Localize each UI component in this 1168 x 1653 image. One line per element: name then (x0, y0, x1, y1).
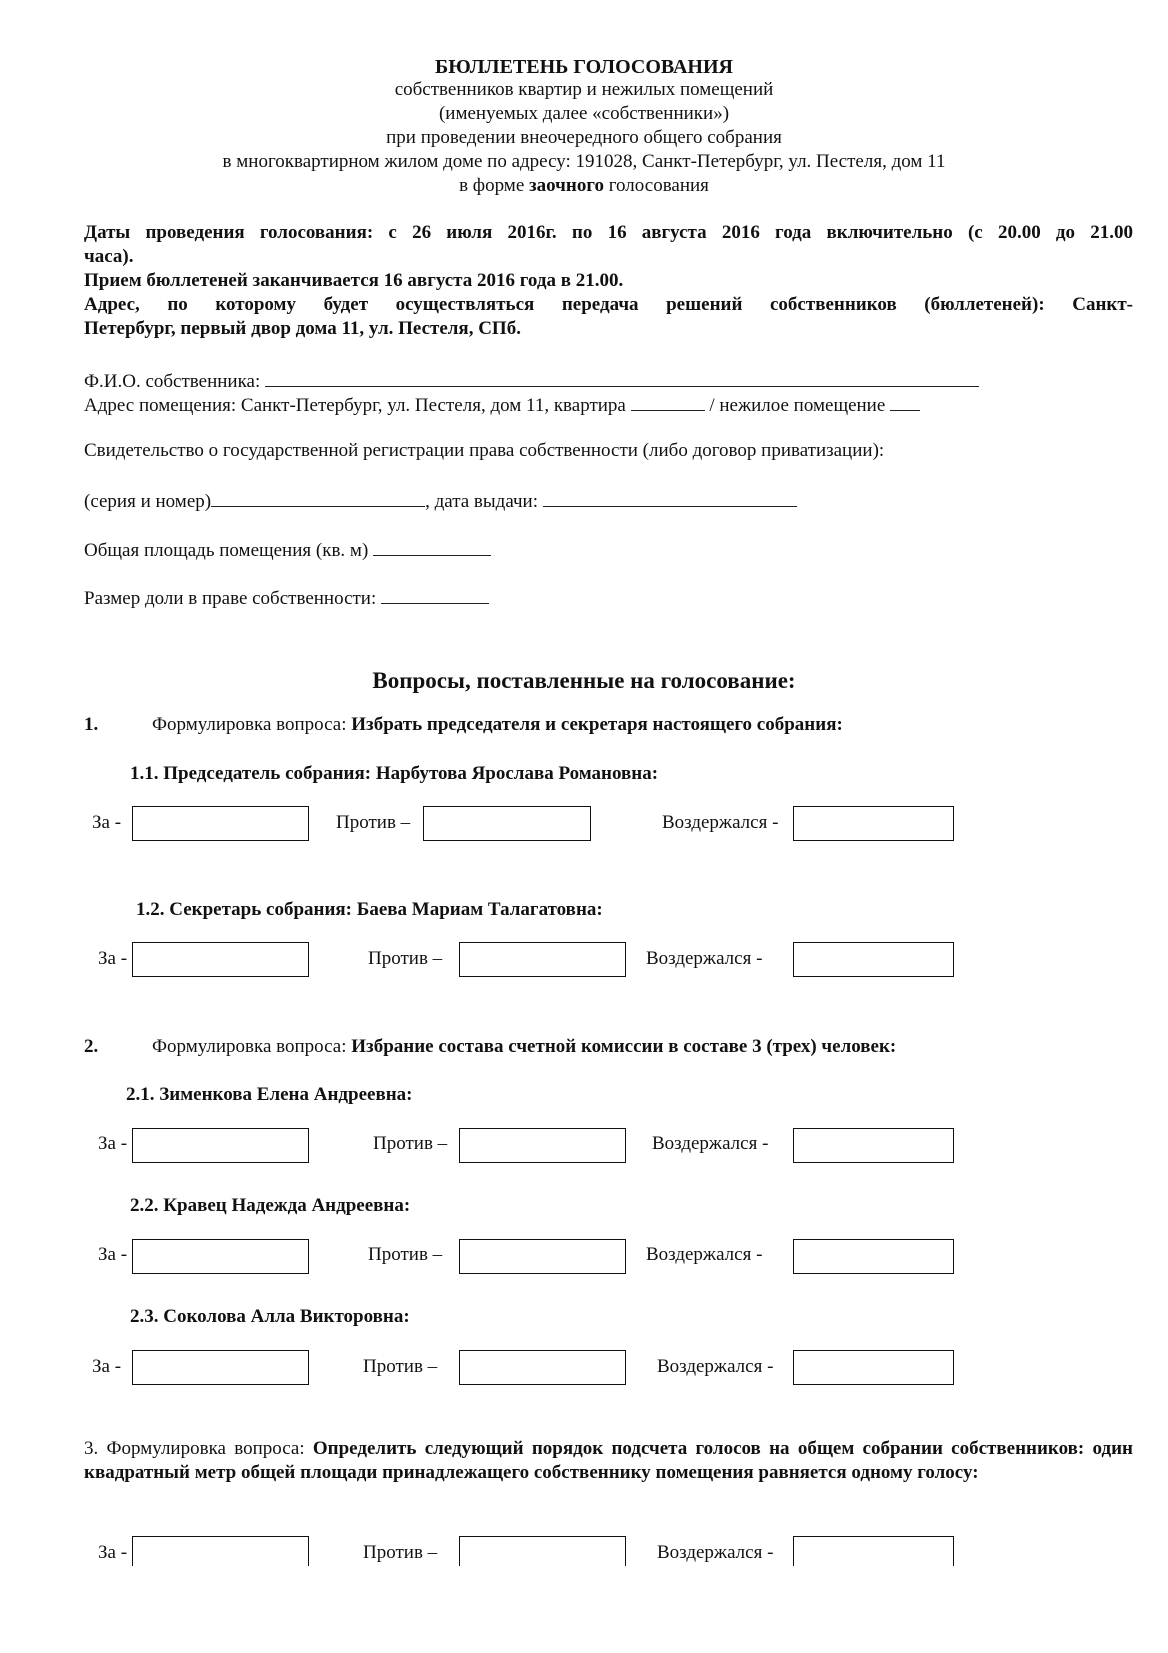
ballot-title: БЮЛЛЕТЕНЬ ГОЛОСОВАНИЯ (435, 56, 733, 78)
q3-abstain-label: Воздержался - (657, 1542, 774, 1563)
q2-1-against-box[interactable] (459, 1128, 626, 1163)
nonresidential-field[interactable] (890, 392, 920, 411)
q2-2-abstain-label: Воздержался - (646, 1244, 763, 1265)
area-field[interactable] (373, 537, 491, 556)
q2-3-abstain-label: Воздержался - (657, 1356, 774, 1377)
certificate-label: Свидетельство о государственной регистрации права собственности (либо договор приватизации): (84, 440, 885, 461)
q2-number: 2. (84, 1036, 99, 1057)
q2-3-for-box[interactable] (132, 1350, 309, 1385)
q3-prefix: 3. Формулировка вопроса: (84, 1438, 313, 1459)
header-line-5-pre: в форме (459, 175, 530, 196)
q3-against-box[interactable] (459, 1536, 626, 1566)
q3-against-label: Против – (363, 1542, 438, 1563)
q2-2-against-label: Против – (368, 1244, 443, 1265)
q1-2-for-box[interactable] (132, 942, 309, 977)
q1-text: Избрать председателя и секретаря настоящего собрания: (351, 714, 843, 735)
header-line-3: при проведении внеочередного общего собрания (386, 127, 782, 148)
owner-name-field[interactable] (265, 368, 979, 387)
q2-2-against-box[interactable] (459, 1239, 626, 1274)
q2-1-against-label: Против – (373, 1133, 448, 1154)
deadline-text: Прием бюллетеней заканчивается 16 августа 2016 года в 21.00. (84, 270, 624, 291)
nonresidential-label: / нежилое помещение (709, 395, 886, 416)
submission-address-line-1: Адрес, по которому будет осуществляться передача решений собственников (бюллетеней): Санкт- (84, 294, 1133, 315)
q3-text: Определить следующий порядок подсчета голосов на общем собрании собственников: один квадратный метр общей площади принадлежащего собственнику помещения равняется одному голосу: (84, 1438, 1133, 1483)
q2-heading (152, 1036, 896, 1058)
q2-2-for-box[interactable] (132, 1239, 309, 1274)
owner-name-label: Ф.И.О. собственника: (84, 371, 261, 392)
share-label: Размер доли в праве собственности: (84, 588, 377, 609)
owner-name-row (84, 368, 979, 393)
q2-3-for-label: За - (92, 1356, 122, 1377)
q3-abstain-box[interactable] (793, 1536, 954, 1566)
q1-1-against-box[interactable] (423, 806, 591, 841)
share-row (84, 585, 489, 610)
header-line-4: в многоквартирном жилом доме по адресу: 191028, Санкт-Петербург, ул. Пестеля, дом 11 (222, 151, 946, 172)
premises-address-label: Адрес помещения: Санкт-Петербург, ул. Пестеля, дом 11, квартира (84, 395, 626, 416)
q3-for-label: За - (98, 1542, 128, 1563)
q1-1-heading: 1.1. Председатель собрания: Нарбутова Ярослава Романовна: (130, 763, 659, 784)
q2-prefix: Формулировка вопроса: (152, 1036, 352, 1057)
submission-address-line-2: Петербург, первый двор дома 11, ул. Пестеля, СПб. (84, 318, 521, 339)
header-line-1: собственников квартир и нежилых помещений (394, 79, 774, 100)
q1-1-for-label: За - (92, 812, 122, 833)
q1-2-heading: 1.2. Секретарь собрания: Баева Мариам Талагатовна: (136, 899, 603, 920)
apartment-number-field[interactable] (631, 392, 705, 411)
q2-text: Избрание состава счетной комиссии в составе 3 (трех) человек: (351, 1036, 897, 1057)
q3-heading (84, 1437, 1133, 1485)
q1-2-for-label: За - (98, 948, 128, 969)
q2-1-abstain-box[interactable] (793, 1128, 954, 1163)
q2-1-heading: 2.1. Зименкова Елена Андреевна: (126, 1084, 413, 1105)
issue-date-field[interactable] (543, 488, 797, 507)
q2-3-abstain-box[interactable] (793, 1350, 954, 1385)
q2-1-for-box[interactable] (132, 1128, 309, 1163)
q1-1-for-box[interactable] (132, 806, 309, 841)
certificate-row (84, 488, 797, 513)
header-line-5-post: голосования (603, 175, 709, 196)
q1-heading (152, 714, 843, 736)
q1-2-against-box[interactable] (459, 942, 626, 977)
header-line-5-bold: заочного (529, 175, 604, 196)
area-row (84, 537, 491, 562)
q1-1-abstain-box[interactable] (793, 806, 954, 841)
questions-title: Вопросы, поставленные на голосование: (372, 668, 796, 693)
issue-date-label: , дата выдачи: (425, 491, 538, 512)
q1-number: 1. (84, 714, 99, 735)
voting-dates-line-2: часа). (84, 246, 134, 267)
header-line-2: (именуемых далее «собственники») (438, 103, 730, 124)
q2-2-for-label: За - (98, 1244, 128, 1265)
q1-prefix: Формулировка вопроса: (152, 714, 352, 735)
share-field[interactable] (381, 585, 489, 604)
header-line-5 (0, 175, 1168, 197)
q2-3-against-label: Против – (363, 1356, 438, 1377)
q2-3-against-box[interactable] (459, 1350, 626, 1385)
q2-1-abstain-label: Воздержался - (652, 1133, 769, 1154)
series-label: (серия и номер) (84, 491, 212, 512)
q1-2-abstain-box[interactable] (793, 942, 954, 977)
q2-2-abstain-box[interactable] (793, 1239, 954, 1274)
q1-1-against-label: Против – (336, 812, 411, 833)
area-label: Общая площадь помещения (кв. м) (84, 540, 369, 561)
q1-1-abstain-label: Воздержался - (662, 812, 779, 833)
q2-2-heading: 2.2. Кравец Надежда Андреевна: (130, 1195, 411, 1216)
premises-address-row (84, 392, 920, 417)
series-number-field[interactable] (211, 488, 425, 507)
q1-2-abstain-label: Воздержался - (646, 948, 763, 969)
q3-for-box[interactable] (132, 1536, 309, 1566)
voting-dates-line-1: Даты проведения голосования: с 26 июля 2016г. по 16 августа 2016 года включительно (с 20.00 до 21.00 (84, 222, 1133, 243)
q2-3-heading: 2.3. Соколова Алла Викторовна: (130, 1306, 410, 1327)
q1-2-against-label: Против – (368, 948, 443, 969)
q2-1-for-label: За - (98, 1133, 128, 1154)
